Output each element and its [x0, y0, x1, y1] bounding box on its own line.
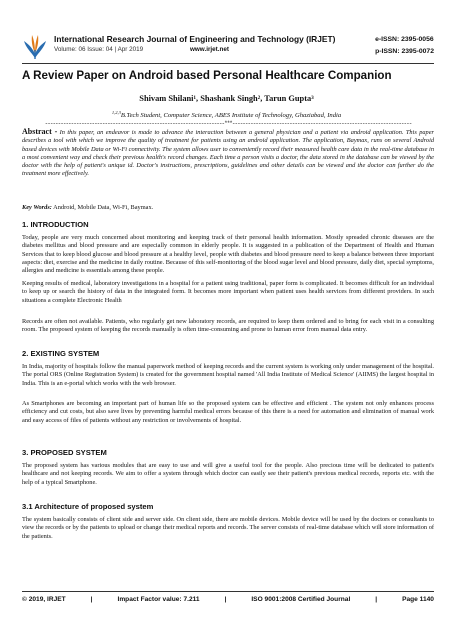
volume-issue: Volume: 06 Issue: 04 | Apr 2019: [54, 46, 144, 53]
abstract-separator: ---------------------------------------------------------------------***---------------------------------------------------------------------: [44, 120, 412, 127]
architecture-paragraph-1: The system basically consists of client side and server side. On client side, there are mobile devices. Mobile device will be used by the doctors or consultants to view the records or by the patients to upload or change their medical reports and records. The server consists of real-time database which will store information of the patients.: [22, 516, 434, 540]
paper-affiliation: [0, 110, 453, 119]
irjet-logo-icon: [22, 32, 48, 60]
intro-paragraph-2: Keeping results of medical, laboratory investigations in a hospital for a patient using traditional, paper form is complicated. It becomes difficult for an individual to keep up or search the history of data in the integrated form. It becomes more important when patient uses health services from different providers. In such situations a complete Electronic Health: [22, 280, 434, 304]
abstract: [22, 128, 434, 179]
footer-divider-3: |: [375, 596, 378, 603]
intro-paragraph-3: Records are often not available. Patients, who regularly get new laboratory records, are required to keep them ordered and to bring for each visit in a consulting room. The proposed system of keeping the records manually is often time-consuming and prone to human error from manual data entry.: [22, 318, 434, 334]
pissn: p-ISSN: 2395-0072: [375, 48, 434, 55]
page-footer: [22, 596, 434, 603]
existing-paragraph-2: As Smartphones are becoming an important part of human life so the proposed system can be effective and efficient . The system not only enhances process efficiency and cut costs, but also save lives by preventing harmful medical errors because of this there is a need for automation and elimination of manual work and easy access of files of patients without any restriction or involvements of hospital.: [22, 400, 434, 424]
keywords-text: Android, Mobile Data, Wi-Fi, Baymax.: [53, 204, 154, 211]
issn-block: [375, 34, 434, 58]
affiliation-superscript: 1,2,3: [111, 110, 121, 115]
footer-page-number: Page 1140: [402, 596, 434, 603]
section-heading-architecture: 3.1 Architecture of proposed system: [22, 502, 154, 511]
keywords: [22, 204, 434, 212]
intro-paragraph-1: Today, people are very much concerned about monitoring and keeping track of their personal health information. Mostly spreaded chronic diseases are the diabetes mellitus and blood pressure and are especially common in elderly people. It is suggested in a publication of the Department of Health and Human Services that to keep blood glucose and blood pressure at a healthy level, people with diabetes and blood pressure need to keep a balance between three important aspects: diet, exercise and the medicine in daily routine. Because of this self-monitoring of the blood sugar level and blood pressure, daily diet, special symptoms, allergies and medicine is essentials among these people.: [22, 234, 434, 275]
footer-divider-1: |: [90, 596, 93, 603]
journal-name: International Research Journal of Engineering and Technology (IRJET): [54, 34, 336, 44]
footer-copyright: © 2019, IRJET: [22, 596, 66, 603]
journal-website-link[interactable]: www.irjet.net: [190, 46, 229, 53]
proposed-paragraph-1: The proposed system has various modules that are easy to use and will give a useful tool for the people. Also precious time will be dedicated to patient's healthcare and not keeping records. We aim to offer a system through which doctor can easily see their patient's previous medical records, reports etc. with the help of a typical Smartphone.: [22, 462, 434, 486]
journal-volume-line: [54, 46, 229, 53]
footer-impact-factor: Impact Factor value: 7.211: [117, 596, 200, 603]
footer-divider-2: |: [224, 596, 227, 603]
section-heading-proposed-system: 3. PROPOSED SYSTEM: [22, 448, 107, 457]
section-heading-introduction: 1. INTRODUCTION: [22, 220, 89, 229]
footer-iso: ISO 9001:2008 Certified Journal: [251, 596, 351, 603]
header-divider: [22, 63, 434, 64]
footer-divider: [22, 591, 434, 592]
existing-paragraph-1: In India, majority of hospitals follow the manual paperwork method of keeping records and the current system is working only under management of the hospital. The portal ORS (Online Registration System) is created for the government hospital named 'All India Institute of Medical Science' (AIIMS) the largest hospital in India. This is an e-portal which works with the web browser.: [22, 363, 434, 387]
journal-header: [22, 34, 434, 58]
keywords-label: Key Words:: [22, 204, 52, 211]
eissn: e-ISSN: 2395-0056: [375, 36, 434, 43]
paper-title: A Review Paper on Android based Personal Healthcare Companion: [22, 69, 392, 82]
section-heading-existing-system: 2. EXISTING SYSTEM: [22, 349, 100, 358]
affiliation-text: B.Tech Student, Computer Science, ABES Institute of Technology, Ghaziabad, India: [120, 112, 342, 120]
abstract-label: Abstract -: [22, 127, 58, 136]
abstract-text: In this paper, an endeavor is made to advance the interaction between a general physician and a patient via android application. This paper describes a tool with which we improve the quality of treatment for patients using an android application. The application, Baymax, runs on several Android based devices with Mobile Data or Wi-Fi connectivity. The system allows user to conveniently record their measured health care data in the real-time database in a most convenient way and check their previous health's record changes. Each time a person visits a doctor, the data stored in the database can be viewed by the doctor with the help of patient's unique id. Doctor's instructions, prescriptions, guidelines and other details can be viewed and the doctor can further do the treatment more effectively.: [22, 129, 434, 178]
paper-authors: Shivam Shilani¹, Shashank Singh², Tarun Gupta³: [139, 94, 314, 103]
